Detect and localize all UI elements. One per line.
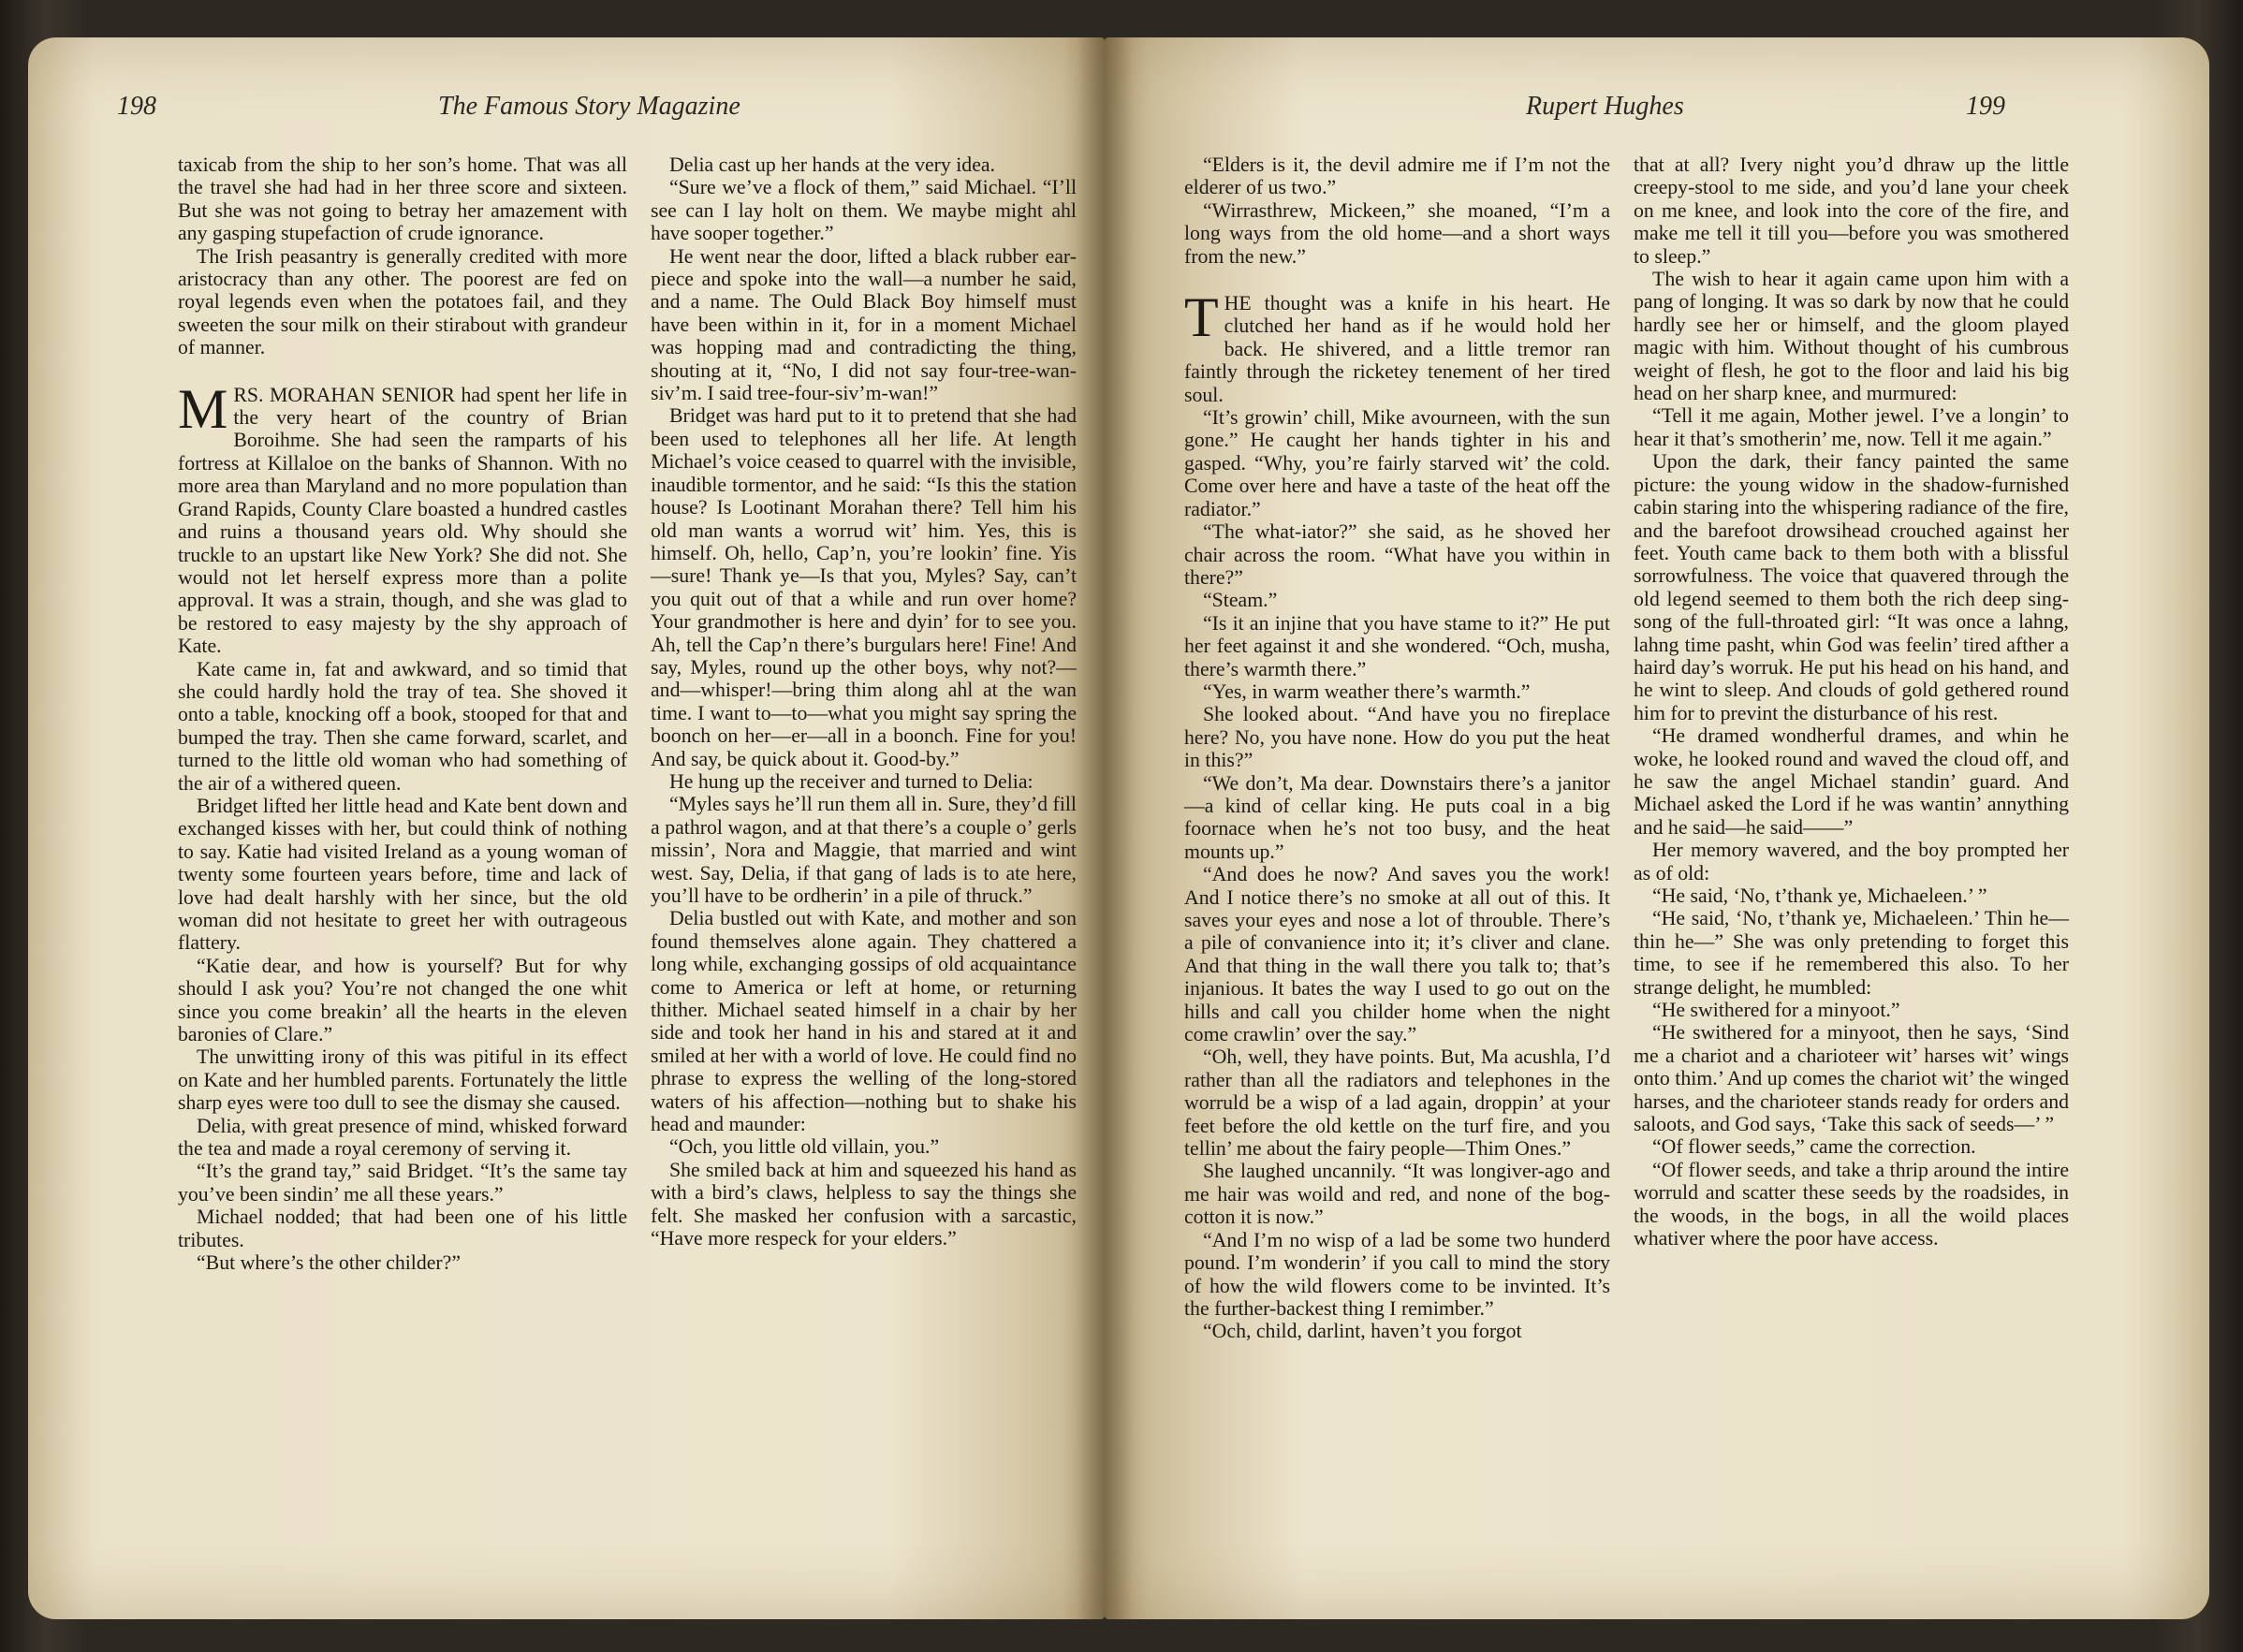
paragraph: “We don’t, Ma dear. Downstairs there’s a janitor—a kind of cellar king. He puts coal in a big foornace when he’s not too busy, and the heat mounts up.” xyxy=(1184,771,1610,863)
paragraph: “Yes, in warm weather there’s warmth.” xyxy=(1203,680,1531,703)
paragraph: Delia bustled out with Kate, and mother and son found themselves alone again. They chattered a long while, exchanging gossips of old acquaintance come to America or left at home, or returning thither. Michael seated himself in a chair by her side and took her hand in his and stared at it and smiled at her with a world of love. He could find no phrase to express the welling of the long-stored waters of his affection—nothing but to shake his head and maunder: xyxy=(651,907,1077,1136)
paragraph: “The what-iator?” she said, as he shoved her chair across the room. “What have you within in there?” xyxy=(1184,520,1610,589)
paragraph: “Och, you little old villain, you.” xyxy=(669,1135,940,1159)
paragraph: Delia cast up her hands at the very idea. xyxy=(669,154,996,176)
paragraph: Her memory wavered, and the boy prompted her as of old: xyxy=(1634,839,2069,884)
paragraph: taxicab from the ship to her son’s home. That was all the travel she had had in her three score and sixteen. But she was not going to betray her amazement with any gasping stupefaction of crude ignorance. xyxy=(178,154,627,245)
paragraph: “It’s growin’ chill, Mike avourneen, with the sun gone.” He caught her hands tighter in his and gasped. “Why, you’re fairly starved wit’ the cold. Come over here and have a taste of the heat off the radiator.” xyxy=(1184,406,1610,520)
paragraph: “He dramed wondherful drames, and whin he woke, he looked round and waved the cloud off, and he saw the angel Michael standin’ guard. And Michael asked the Lord if he was wantin’ annything and he said—he said——” xyxy=(1634,724,2069,839)
paragraph: The wish to hear it again came upon him with a pang of longing. It was so dark by now that he could hardly see her or himself, and the gloom played magic with him. Without thought of his cumbrous weight of flesh, he got to the floor and laid his big head on her sharp knee, and murmured: xyxy=(1634,268,2069,405)
paragraph: Michael nodded; that had been one of his little tributes. xyxy=(178,1206,627,1251)
paragraph: “Elders is it, the devil admire me if I’m not the elderer of us two.” xyxy=(1184,154,1610,199)
paragraph-text: RS. MORAHAN SENIOR had spent her life in the very heart of the country of Brian Boroihme. She had seen the ramparts of his fortress at Killaloe on the banks of Shannon. With no more area than Maryland and no more population than Grand Rapids, County Clare boasted a hundred castles and ruins a thousand years old. Why should she truckle to an upstart like New York? She did not. She would not let herself express more than a polite approval. It was a strain, though, and she was glad to be restored to easy majesty by the shy approach of Kate. xyxy=(178,383,627,658)
paragraph-text: HE thought was a knife in his heart. He clutched her hand as if he would hold her back. He shivered, and a little tremor ran faintly through the ricketey tenement of her tired soul. xyxy=(1184,292,1610,406)
paragraph: She laughed uncannily. “It was longiver-ago and me hair was woild and red, and none of the bog-cotton it is now.” xyxy=(1184,1160,1610,1229)
paragraph: Kate came in, fat and awkward, and so timid that she could hardly hold the tray of tea. She shoved it onto a table, knocking off a book, stooped for that and bumped the tray. Then she came forward, scarlet, and turned to the little old woman who had something of the air of a withered queen. xyxy=(178,657,627,795)
left-page-column-1 xyxy=(178,154,627,1275)
drop-cap: M xyxy=(178,377,228,440)
paragraph: “Myles says he’ll run them all in. Sure, they’d fill a pathrol wagon, and at that there’s a couple o’ gerls missin’, Nora and Maggie, that married and wint west. Say, Delia, if that gang of lads is to ate here, you’ll have to be ordherin’ in a pile of thruck.” xyxy=(651,793,1077,907)
paragraph: “It’s the grand tay,” said Bridget. “It’s the same tay you’ve been sindin’ me all these years.” xyxy=(178,1160,627,1206)
paragraph: “Oh, well, they have points. But, Ma acushla, I’d rather than all the radiators and telephones in the worruld be a wisp of a lad again, droppin’ at your feet before the old kettle on the turf fire, and you tellin’ me about the fairy people—Thim Ones.” xyxy=(1184,1045,1610,1161)
left-page xyxy=(28,37,1105,1619)
paragraph: Bridget was hard put to it to pretend that she had been used to telephones all her life. At length Michael’s voice ceased to quarrel with the invisible, inaudible tormentor, and he said: “Is this the station house? Is Lootinant Morahan there? Tell him his old man wants a worrud wit’ him. Yes, this is himself. Oh, hello, Cap’n, you’re lookin’ fine. Yis—sure! Thank ye—Is that you, Myles? Say, can’t you quit out of that a while and run over home? Your grandmother is here and dyin’ for to see you. Ah, tell the Cap’n there’s burgulars here! Fine! And say, Myles, round up the other boys, why not?—and—whisper!—bring thim along ahl at the wan time. I want to—to—what you might say spring the boonch on her—er—all in a boonch. Fine for you! And say, be quick about it. Good-by.” xyxy=(651,404,1077,770)
right-page-column-2 xyxy=(1634,154,2069,1250)
paragraph: Delia, with great presence of mind, whisked forward the tea and made a royal ceremony of serving it. xyxy=(178,1114,627,1161)
paragraph: “Wirrasthrew, Mickeen,” she moaned, “I’m a long ways from the old home—and a short ways from the new.” xyxy=(1184,198,1610,268)
paragraph: “Katie dear, and how is yourself? But for why should I ask you? You’re not changed the one whit since you come breakin’ all the hearts in the eleven baronies of Clare.” xyxy=(178,954,627,1046)
paragraph: “He swithered for a minyoot.” xyxy=(1652,999,1900,1022)
page-number-right: 199 xyxy=(1966,92,2005,121)
page-number-left: 198 xyxy=(117,92,156,121)
paragraph: “But where’s the other childer?” xyxy=(197,1251,462,1275)
paragraph: “Steam.” xyxy=(1203,589,1278,612)
right-page xyxy=(1105,37,2209,1619)
paragraph: “Is it an injine that you have stame to it?” He put her feet against it and she wondered. “Och, musha, there’s warmth there.” xyxy=(1184,611,1610,680)
paragraph: “He said, ‘No, t’thank ye, Michaeleen.’ ” xyxy=(1652,884,1987,907)
paragraph: “And does he now? And saves you the work! And I notice there’s no smoke at all out of this. It saves your eyes and nose a lot of throuble. There’s a pile of convanience into it; it’s cliver and clane. And that thing in the wall there you talk to; that’s injanious. It bates the way I used to go out on the hills and call you childer home when the night come crawlin’ over the say.” xyxy=(1184,863,1610,1046)
section-opening-paragraph xyxy=(178,377,627,658)
paragraph: The Irish peasantry is generally credited with more aristocracy than any other. The poorest are fed on royal legends even when the potatoes fail, and they sweeten the sour milk on their stirabout with grandeur of manner. xyxy=(178,244,627,359)
paragraph: She looked about. “And have you no fireplace here? No, you have none. How do you put the heat in this?” xyxy=(1184,703,1610,772)
paragraph: “Tell it me again, Mother jewel. I’ve a longin’ to hear it that’s smotherin’ me, now. Tell it me again.” xyxy=(1634,404,2069,450)
paragraph: He went near the door, lifted a black rubber ear-piece and spoke into the wall—a number he said, and a name. The Ould Black Boy himself must have been within in it, for in a moment Michael was hopping mad and contradicting the thing, shouting at it, “No, I did not say four-tree-wan-siv’m. I said tree-four-siv’m-wan!” xyxy=(651,244,1077,405)
paragraph: The unwitting irony of this was pitiful in its effect on Kate and her humbled parents. Fortunately the little sharp eyes were too dull to see the dismay she caused. xyxy=(178,1045,627,1115)
paragraph: Upon the dark, their fancy painted the same picture: the young widow in the shadow-furnished cabin staring into the whispering radiance of the fire, and the barefoot drowsihead crouched against her feet. Youth came back to them both with a blissful sorrowfulness. The voice that quavered through the old legend seemed to them both the rich deep sing-song of the full-throated girl: “It was once a lahng, lahng time pasht, whin God was feelin’ tired afther a haird day’s worruk. He put his head on his hand, and he wint to sleep. And clouds of gold gethered round him for to prevint the disturbance of his rest. xyxy=(1634,450,2069,724)
paragraph: He hung up the receiver and turned to Delia: xyxy=(669,769,1034,793)
drop-cap: T xyxy=(1184,286,1219,349)
paragraph: “And I’m no wisp of a lad be some two hunderd pound. I’m wonderin’ if you call to mind the story of how the wild flowers come to be invinted. It’s the further-backest thing I remimber.” xyxy=(1184,1228,1610,1320)
running-head-right: Rupert Hughes xyxy=(1526,92,1684,121)
paragraph: “He swithered for a minyoot, then he says, ‘Sind me a chariot and a charioteer wit’ harses wit’ wings onto thim.’ And up comes the chariot wit’ the winged harses, and the charioteer stands ready for orders and saloots, and God says, ‘Take this sack of seeds—’ ” xyxy=(1634,1021,2069,1136)
section-opening-paragraph xyxy=(1184,286,1610,406)
paragraph: “Och, child, darlint, haven’t you forgot xyxy=(1203,1320,1522,1343)
paragraph: “Of flower seeds,” came the correction. xyxy=(1652,1135,1976,1159)
left-page-column-2 xyxy=(651,154,1077,1250)
paragraph: Bridget lifted her little head and Kate bent down and exchanged kisses with her, but could think of nothing to say. Katie had visited Ireland as a young woman of twenty some fourteen years before, time and lack of love had dealt harshly with her since, but the old woman did not hesitate to greet her with outrageous flattery. xyxy=(178,794,627,955)
paragraph: She smiled back at him and squeezed his hand as with a bird’s claws, helpless to say the things she felt. She masked her confusion with a sarcastic, “Have more respeck for your elders.” xyxy=(651,1158,1077,1250)
paragraph: “Sure we’ve a flock of them,” said Michael. “I’ll see can I lay holt on them. We maybe might ahl have sooper together.” xyxy=(651,176,1077,245)
right-page-column-1 xyxy=(1184,154,1610,1343)
running-head-left: The Famous Story Magazine xyxy=(438,92,740,121)
paragraph: “Of flower seeds, and take a thrip around the intire worruld and scatter these seeds by the roadsides, in the woods, in the bogs, in all the woild places whativer where the poor have access. xyxy=(1634,1158,2069,1250)
paragraph: “He said, ‘No, t’thank ye, Michaeleen.’ Thin he—thin he—” She was only pretending to forget this time, to see if he remembered this also. To her strange delight, he mumbled: xyxy=(1634,907,2069,999)
paragraph: that at all? Ivery night you’d dhraw up the little creepy-stool to me side, and you’d lane your cheek on me knee, and look into the core of the fire, and make me tell it till you—before you was smothered to sleep.” xyxy=(1634,154,2069,268)
